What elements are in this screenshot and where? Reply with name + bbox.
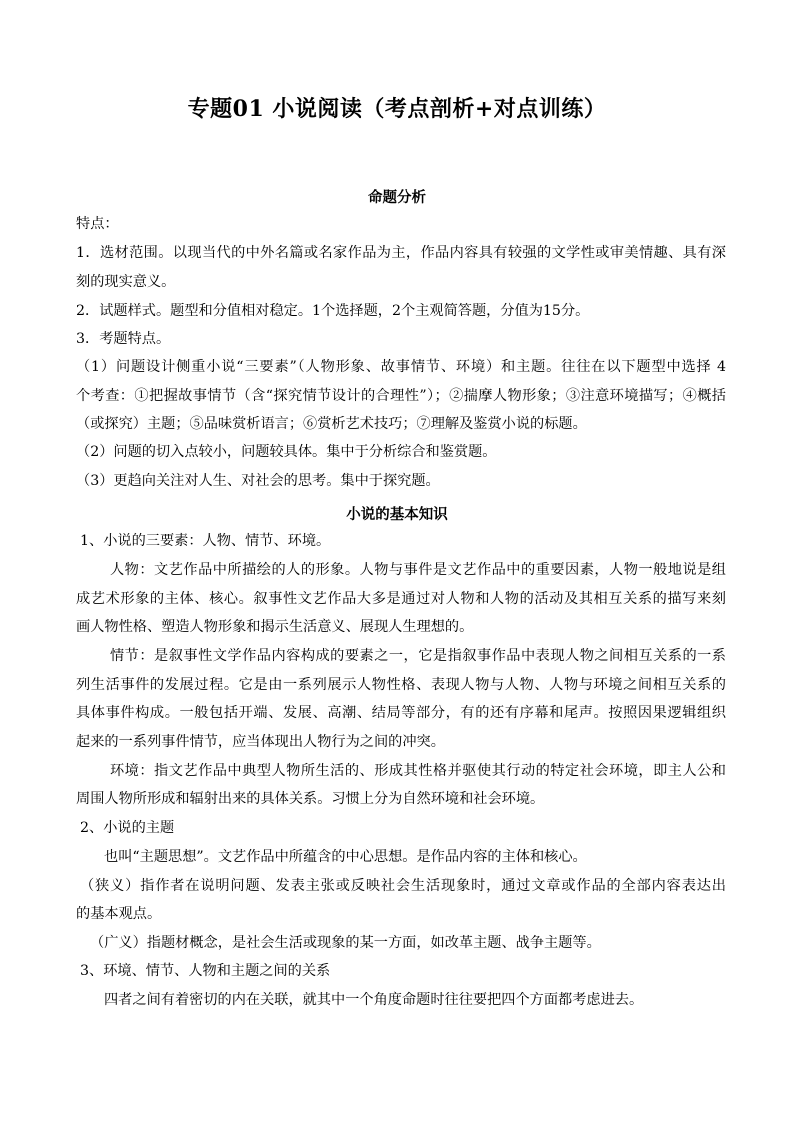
paragraph-line: 也叫“主题思想”。文艺作品中所蕴含的中心思想。是作品内容的主体和核心。 (104, 849, 587, 865)
paragraph-line: （3）更趋向关注对人生、对社会的思考。集中于探究题。 (76, 473, 440, 489)
paragraph-line: 起来的一系列事件情节，应当体现出人物行为之间的冲突。 (76, 734, 445, 750)
paragraph-line: 刻的现实意义。 (76, 274, 176, 290)
paragraph-line: 四者之间有着密切的内在关联，就其中一个角度命题时往往要把四个方面都考虑进去。 (104, 992, 644, 1008)
paragraph-line: 个考查：①把握故事情节（含“探究情节设计的合理性”）；②揣摩人物形象；③注意环境描写；④概括 (76, 388, 726, 404)
section-heading-proposition-analysis: 命题分析 (368, 189, 426, 206)
subheading-line: 2、小说的主题 (80, 820, 175, 836)
paragraph-line: （狭义）指作者在说明问题、发表主张或反映社会生活现象时，通过文章或作品的全部内容表达出 (80, 878, 726, 894)
paragraph-line: 列生活事件的发展过程。它是由一系列展示人物性格、表现人物与人物、人物与环境之间相互关系的 (76, 677, 726, 693)
paragraph-line: 情节：是叙事性文学作品内容构成的要素之一，它是指叙事作品中表现人物之间相互关系的一系 (110, 648, 726, 664)
paragraph-line: 周围人物所形成和辐射出来的具体关系。习惯上分为自然环境和社会环境。 (76, 791, 545, 807)
paragraph-line: （2）问题的切入点较小，问题较具体。集中于分析综合和鉴赏题。 (76, 444, 497, 460)
paragraph-line: 画人物性格、塑造人物形象和揭示生活意义、展现人生理想的。 (76, 619, 474, 635)
paragraph-line: 1．选材范围。以现当代的中外名篇或名家作品为主，作品内容具有较强的文学性或审美情趣、具有深 (76, 245, 726, 261)
paragraph-line: 3．考题特点。 (76, 331, 171, 347)
section-heading-basic-knowledge: 小说的基本知识 (346, 506, 448, 523)
paragraph-line: 2．试题样式。题型和分值相对稳定。1个选择题，2个主观简答题，分值为15分。 (76, 303, 590, 319)
page-title: 专题01 小说阅读（考点剖析+对点训练） (187, 96, 607, 122)
paragraph-line: 特点： (76, 216, 119, 232)
paragraph-line: （或探究）主题；⑤品味赏析语言；⑥赏析艺术技巧；⑦理解及鉴赏小说的标题。 (76, 416, 587, 432)
paragraph-line: 的基本观点。 (76, 906, 162, 922)
paragraph-line: （1）问题设计侧重小说“三要素”（人物形象、故事情节、环境）和主题。往往在以下题型中选择 4 (76, 359, 726, 375)
paragraph-line: 环境：指文艺作品中典型人物所生活的、形成其性格并驱使其行动的特定社会环境，即主人公和 (110, 763, 726, 779)
paragraph-line: 成艺术形象的主体、核心。叙事性文艺作品大多是通过对人物和人物的活动及其相互关系的描写来刻 (76, 591, 726, 607)
subheading-line: 3、环境、情节、人物和主题之间的关系 (80, 963, 331, 979)
subheading-line: 1、小说的三要素：人物、情节、环境。 (80, 533, 331, 549)
paragraph-line: （广义）指题材概念，是社会生活或现象的某一方面，如改革主题、战争主题等。 (90, 935, 601, 951)
paragraph-line: 人物：文艺作品中所描绘的人的形象。人物与事件是文艺作品中的重要因素，人物一般地说是组 (110, 562, 726, 578)
paragraph-line: 具体事件构成。一般包括开端、发展、高潮、结局等部分，有的还有序幕和尾声。按照因果逻辑组织 (76, 705, 726, 721)
